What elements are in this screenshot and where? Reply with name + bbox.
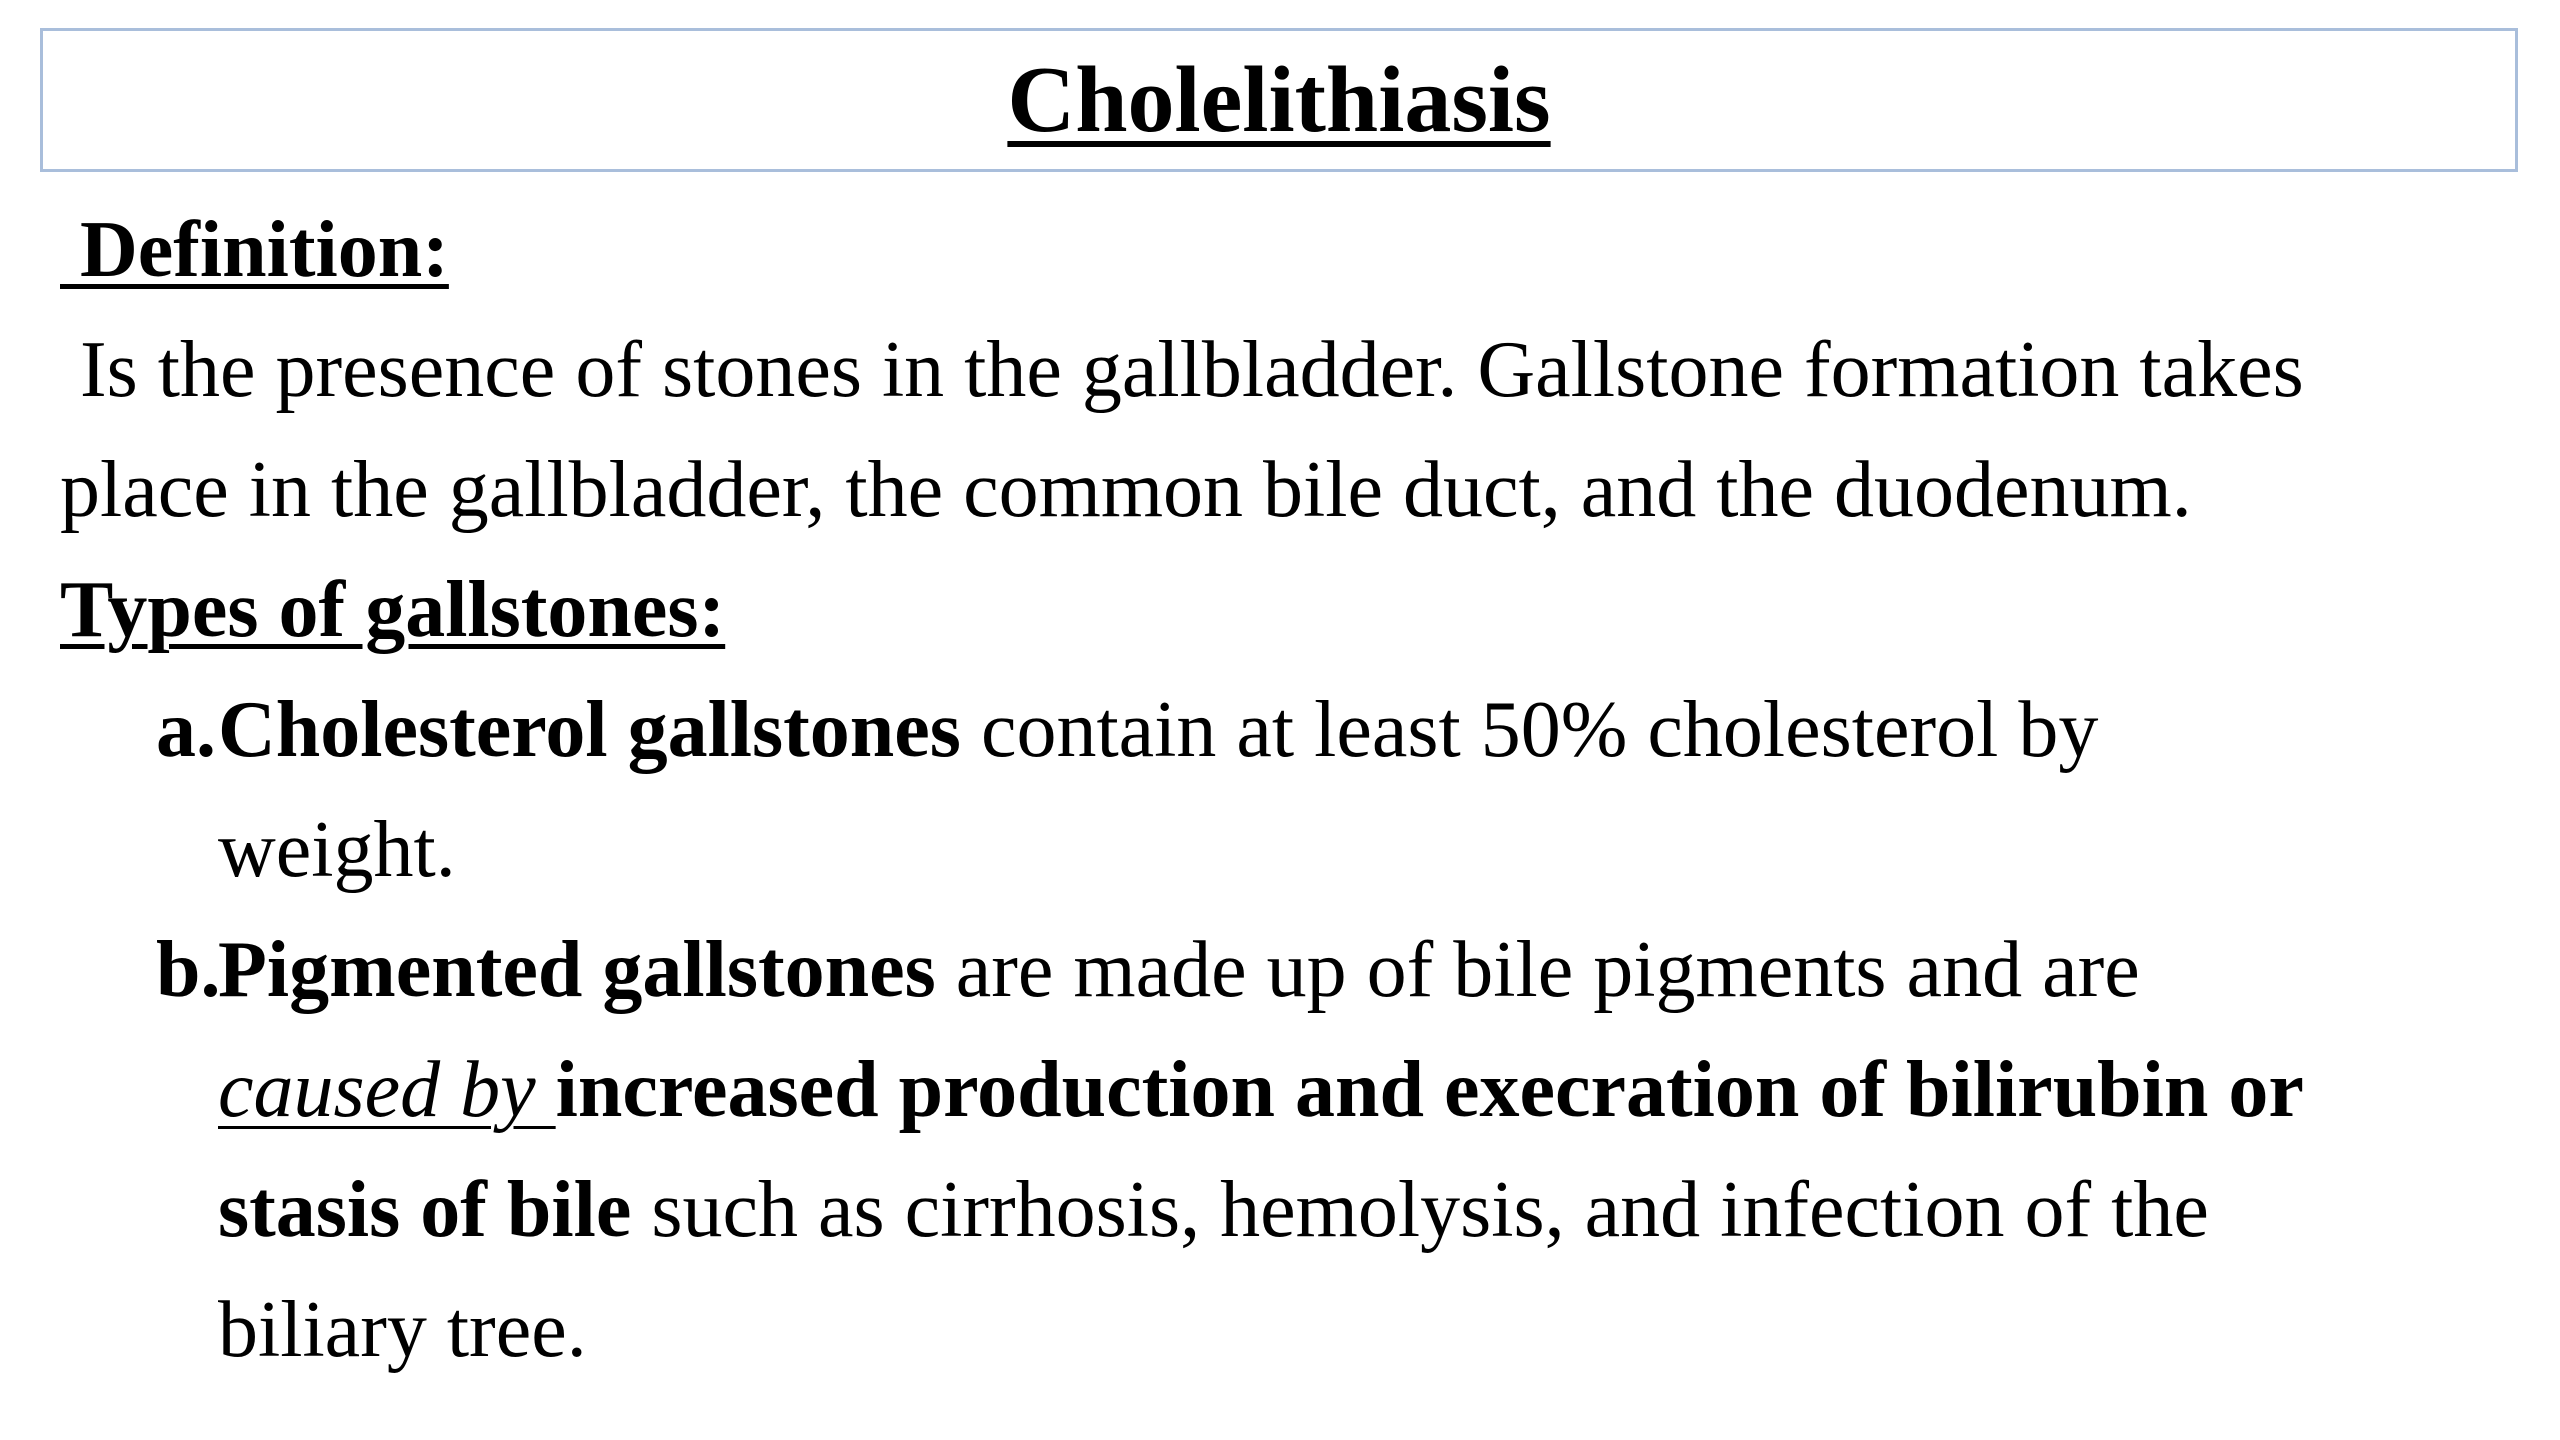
pigmented-line-1 [218, 910, 2500, 1030]
pigmented-text-1: are made up of bile pigments and are [935, 926, 2140, 1014]
slide-title: Cholelithiasis [1007, 48, 1551, 152]
pigmented-cause-1: increased production and execration of bilirubin or [555, 1046, 2304, 1134]
list-marker-b: b. [156, 926, 221, 1014]
list-marker-a: a. [156, 686, 216, 774]
pigmented-line-3 [218, 1150, 2500, 1270]
cholesterol-text-2: weight. [218, 806, 456, 894]
types-heading: Types of gallstones: [60, 566, 726, 654]
definition-text-1: Is the presence of stones in the gallbladder. Gallstone formation takes [60, 326, 2304, 414]
definition-text-line-1 [60, 310, 2500, 430]
list-item-pigmented [60, 910, 2500, 1390]
pigmented-text-4: biliary tree. [218, 1286, 587, 1374]
cholesterol-term: Cholesterol gallstones [218, 686, 961, 774]
pigmented-text-3: such as cirrhosis, hemolysis, and infection of the [631, 1166, 2209, 1254]
slide-content [60, 190, 2500, 1390]
pigmented-line-4 [218, 1270, 2500, 1390]
pigmented-cause-2: stasis of bile [218, 1166, 632, 1254]
title-box [40, 28, 2518, 172]
caused-by-text: caused by [218, 1046, 556, 1134]
definition-text-2: place in the gallbladder, the common bile duct, and the duodenum. [60, 446, 2192, 534]
cholesterol-text-1: contain at least 50% cholesterol by [960, 686, 2099, 774]
cholesterol-line-1 [218, 670, 2500, 790]
types-heading-line [60, 550, 2500, 670]
pigmented-line-2 [218, 1030, 2500, 1150]
definition-heading-line [60, 190, 2500, 310]
list-item-cholesterol [60, 670, 2500, 910]
definition-text-line-2 [60, 430, 2500, 550]
cholesterol-line-2 [218, 790, 2500, 910]
definition-heading: Definition: [60, 206, 449, 294]
pigmented-term: Pigmented gallstones [218, 926, 936, 1014]
